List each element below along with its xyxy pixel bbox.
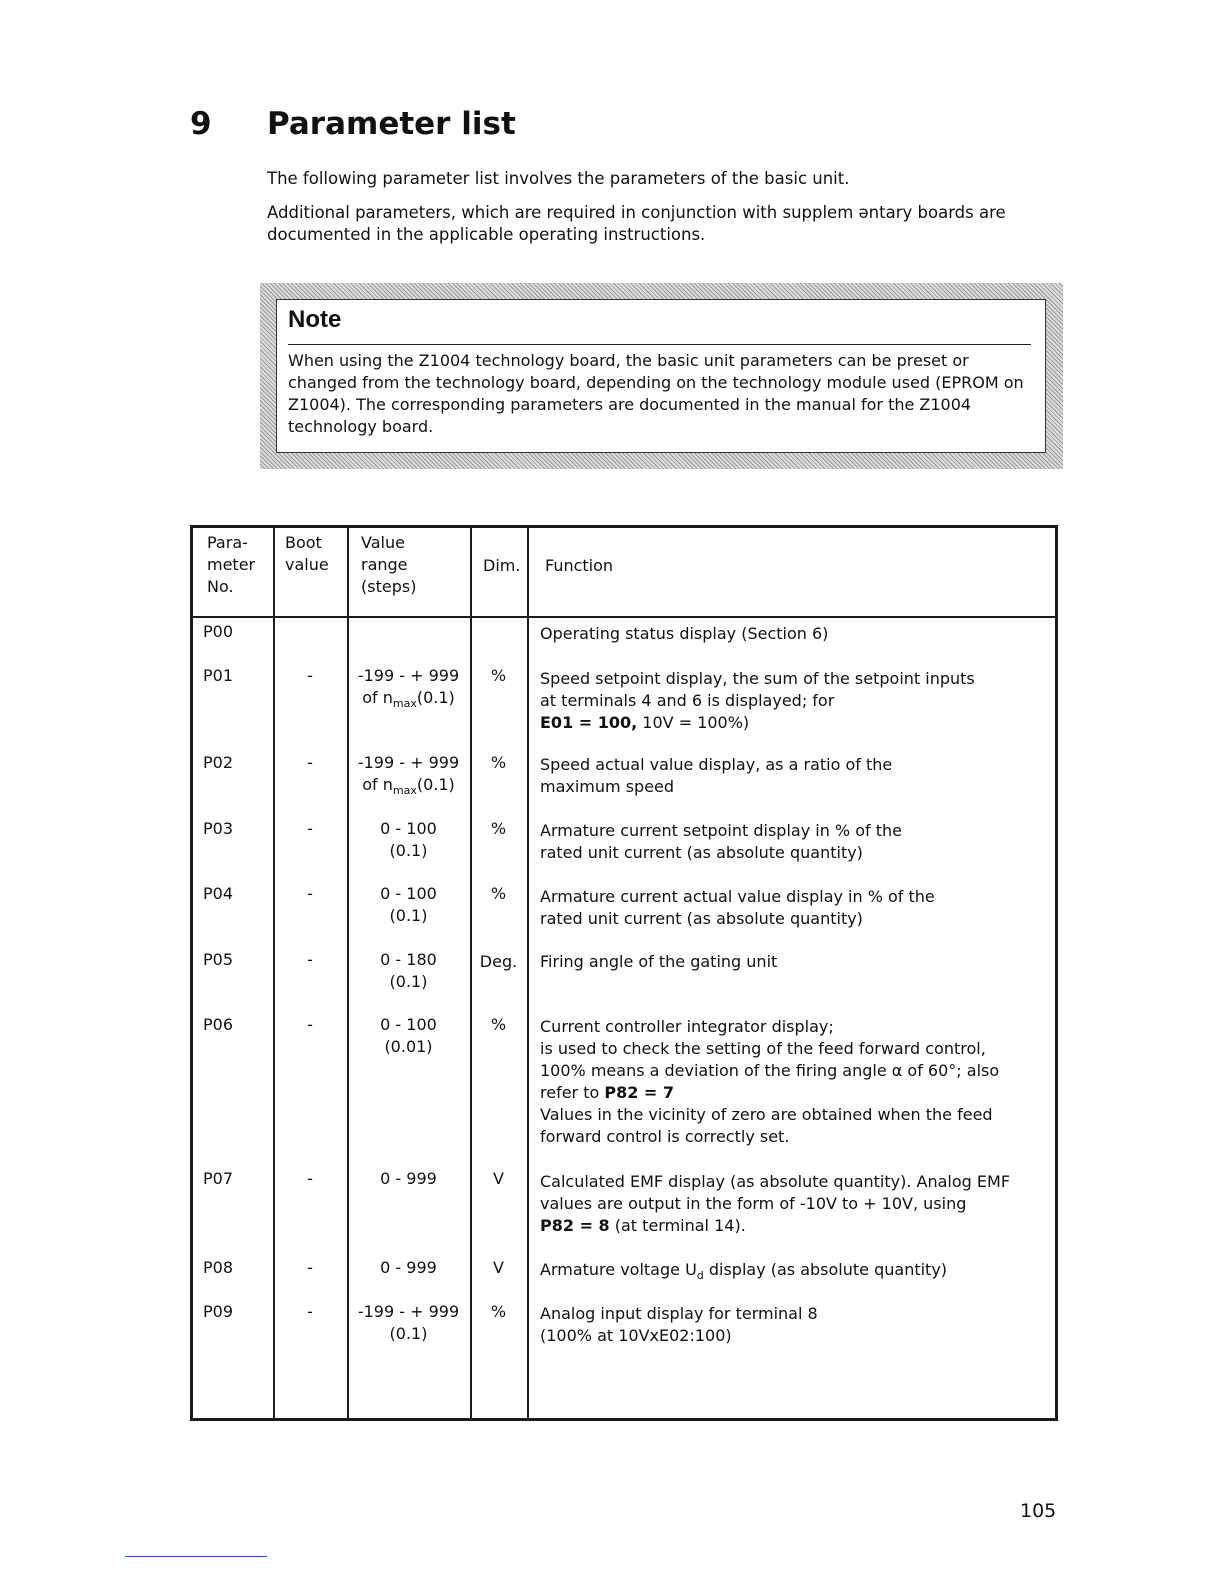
param-no: P06: [203, 1015, 234, 1034]
param-no: P01: [203, 666, 234, 685]
dimension: %: [490, 1015, 507, 1034]
param-no: P05: [203, 950, 234, 969]
header-value-range: Value range (steps): [361, 533, 417, 596]
note-box-frame: [260, 283, 1063, 469]
param-function: Calculated EMF display (as absolute quantity). Analog EMF values are output in the form of -10V to + 10V, using P82 = 8 (at terminal 14).: [540, 1172, 1011, 1235]
param-no: P09: [203, 1302, 234, 1321]
param-no: P08: [203, 1258, 234, 1277]
header-parameter-no: Para- meter No.: [207, 533, 256, 596]
param-function: Armature current actual value display in % of the rated unit current (as absolute quantity): [540, 887, 935, 928]
column-divider: [273, 528, 275, 1418]
value-range: -199 - + 999 of $n_{max}(0.1)$: [357, 753, 460, 798]
value-range: 0 - 100 (0.1): [380, 884, 437, 925]
header-divider: [193, 616, 1055, 618]
boot-value: -: [307, 1302, 313, 1321]
param-function: Operating status display (Section 6): [540, 624, 829, 643]
header-dimension: Dim.: [483, 556, 521, 575]
value-range: -199 - + 999 (0.1): [357, 1302, 460, 1343]
footer-rule: [125, 1556, 267, 1557]
dimension: %: [490, 884, 507, 903]
dimension: %: [490, 753, 507, 772]
header-boot-value: Boot value: [285, 533, 329, 574]
boot-value: -: [307, 1258, 313, 1277]
param-no: P04: [203, 884, 234, 903]
section-title: Parameter list: [267, 106, 516, 142]
dimension: %: [490, 819, 507, 838]
note-title: Note: [288, 306, 342, 333]
boot-value: -: [307, 819, 313, 838]
page-number: 105: [1020, 1500, 1057, 1522]
boot-value: -: [307, 666, 313, 685]
dimension: Deg.: [479, 952, 518, 971]
boot-value: -: [307, 884, 313, 903]
column-divider: [527, 528, 529, 1418]
boot-value: -: [307, 1169, 313, 1188]
value-range: 0 - 999: [380, 1258, 437, 1277]
param-function: Current controller integrator display; is used to check the setting of the feed forward control, 100% means a deviation of the firing angle α of 60°; also refer to P82 = 7 Values in the vicinity of zero are obtained when the feed forward control is correctly set.: [540, 1017, 1000, 1146]
param-function: Armature current setpoint display in % of the rated unit current (as absolute quantity): [540, 821, 902, 862]
param-no: P07: [203, 1169, 234, 1188]
intro-paragraph-1: The following parameter list involves the parameters of the basic unit.: [267, 169, 850, 188]
header-function: Function: [545, 556, 614, 575]
param-no: P03: [203, 819, 234, 838]
boot-value: -: [307, 950, 313, 969]
param-function: Armature voltage $U_d$ display (as absolute quantity): [540, 1260, 948, 1283]
boot-value: -: [307, 1015, 313, 1034]
param-no: P00: [203, 622, 234, 641]
value-range: 0 - 180 (0.1): [380, 950, 437, 991]
param-function: Firing angle of the gating unit: [540, 952, 778, 971]
boot-value: -: [307, 753, 313, 772]
dimension: %: [490, 666, 507, 685]
column-divider: [470, 528, 472, 1418]
note-text: When using the Z1004 technology board, the basic unit parameters can be preset or changed from the technology board, depending on the technology module used (EPROM on Z1004). The corresponding parameters are documented in the manual for the Z1004 technology board.: [288, 351, 1024, 436]
section-number: 9: [190, 106, 212, 142]
dimension: V: [493, 1169, 504, 1188]
param-no: P02: [203, 753, 234, 772]
value-range: -199 - + 999 of $n_{max}(0.1)$: [357, 666, 460, 711]
note-box: [276, 299, 1046, 453]
dimension: V: [493, 1258, 504, 1277]
value-range: 0 - 999: [380, 1169, 437, 1188]
parameter-table: [190, 525, 1058, 1421]
param-function: Speed setpoint display, the sum of the setpoint inputs at terminals 4 and 6 is displayed; for E01 = 100, 10V = 100%): [540, 669, 975, 732]
dimension: %: [490, 1302, 507, 1321]
param-function: Speed actual value display, as a ratio of the maximum speed: [540, 755, 893, 796]
value-range: 0 - 100 (0.01): [380, 1015, 437, 1056]
value-range: 0 - 100 (0.1): [380, 819, 437, 860]
intro-paragraph-2: Additional parameters, which are required in conjunction with supplem əntary boards are documented in the applicable operating instructions.: [267, 203, 1006, 244]
note-divider: [288, 344, 1031, 345]
param-function: Analog input display for terminal 8 (100% at 10VxE02:100): [540, 1304, 818, 1345]
